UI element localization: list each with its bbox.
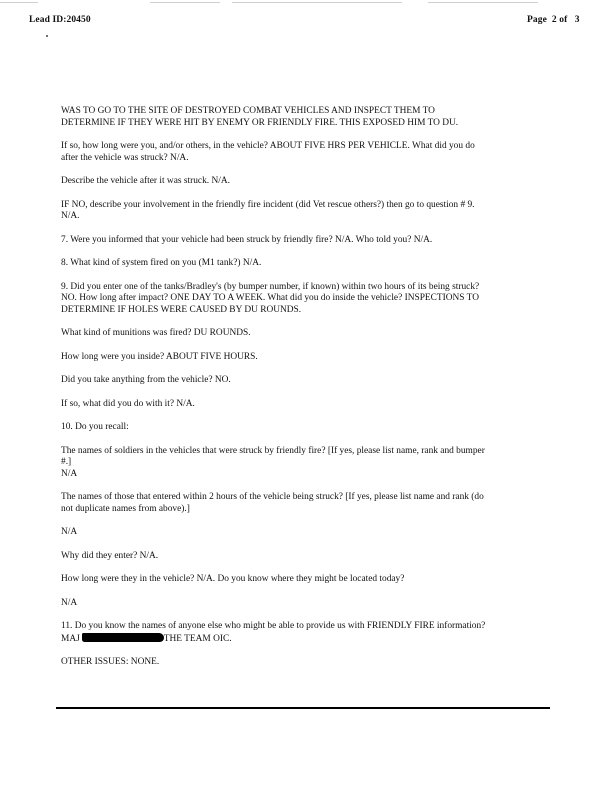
page-of: of (559, 15, 568, 25)
page-current: 2 (551, 15, 557, 25)
paragraph: If so, how long were you, and/or others, in the vehicle? ABOUT FIVE HRS PER VEHICLE. What did you do after the vehicle was struck? N/A. (61, 141, 475, 163)
paragraph: What kind of munitions was fired? DU ROUNDS. (61, 328, 251, 338)
top-edge-line (150, 2, 220, 3)
paragraph: N/A (61, 597, 78, 608)
top-edge-line (428, 2, 538, 3)
redaction-mark (82, 633, 164, 642)
footer-rule (56, 707, 550, 709)
question-8: 8. What kind of system fired on you (M1 tank?) N/A. (61, 258, 262, 268)
paragraph: Did you take anything from the vehicle? NO. (61, 375, 231, 385)
paragraph: How long were they in the vehicle? N/A. Do you know where they might be located today? (61, 574, 405, 584)
question-10: 10. Do you recall: (61, 422, 129, 432)
paragraph: If so, what did you do with it? N/A. (61, 398, 195, 409)
maj-suffix: THE TEAM OIC. (163, 633, 232, 644)
question-9: 9. Did you enter one of the tanks/Bradley's (by bumper number, if known) within two hours of its being struck? NO. How long after impact? ONE DAY TO A WEEK. What did you do inside the vehicle? INSPECTIONS TO DETERMINE IF HOLES WERE CAUSED BY DU ROUNDS. (61, 281, 480, 315)
top-edge-line (232, 2, 402, 3)
paragraph: How long were you inside? ABOUT FIVE HOURS. (61, 351, 258, 362)
top-edge-line (0, 2, 38, 3)
question-7: 7. Were you informed that your vehicle had been struck by friendly fire? N/A. Who told you? N/A. (61, 234, 433, 245)
scan-speck (46, 35, 48, 37)
document-body (61, 106, 531, 669)
paragraph: WAS TO GO TO THE SITE OF DESTROYED COMBAT VEHICLES AND INSPECT THEM TO DETERMINE IF THEY WERE HIT BY ENEMY OR FRIENDLY FIRE. THIS EXPOSED HIM TO DU. (61, 106, 459, 128)
paragraph: Describe the vehicle after it was struck. N/A. (61, 176, 230, 186)
page-number (527, 15, 580, 25)
paragraph: IF NO, describe your involvement in the friendly fire incident (did Vet rescue others?) then go to question # 9. N/A. (61, 199, 475, 221)
maj-prefix: MAJ (61, 633, 80, 644)
lead-id: Lead ID:20450 (29, 15, 91, 25)
paragraph: The names of those that entered within 2 hours of the vehicle being struck? [If yes, please list name and rank (do not duplicate names from above).] (61, 492, 484, 514)
paragraph: Why did they enter? N/A. (61, 550, 159, 561)
question-11: 11. Do you know the names of anyone else who might be able to provide us with FRIENDLY FIRE information? MAJ THE TEAM OIC. (61, 621, 486, 644)
paragraph: N/A (61, 527, 78, 537)
page-label: Page (527, 15, 547, 25)
other-issues: OTHER ISSUES: NONE. (61, 657, 160, 667)
page-total: 3 (574, 15, 580, 25)
paragraph: The names of soldiers in the vehicles that were struck by friendly fire? [If yes, please list name, rank and bumper #.] N/A (61, 445, 485, 479)
